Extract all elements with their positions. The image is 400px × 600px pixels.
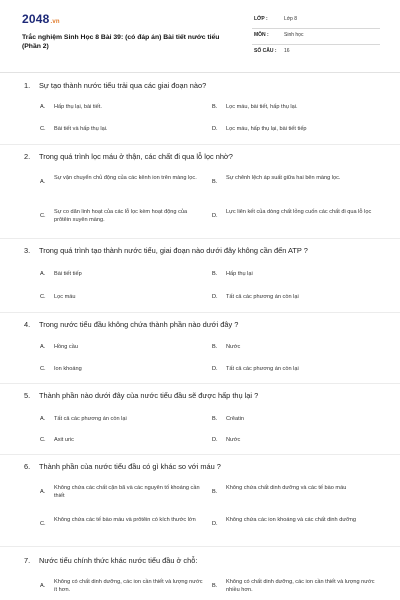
question-text: 5. Thành phần nào dưới đây của nước tiểu đầu sẽ được hấp thụ lại ?	[24, 391, 259, 400]
question-text: 2. Trong quá trình lọc máu ở thận, các chất đi qua lỗ lọc nhờ?	[24, 152, 233, 161]
divider	[0, 454, 400, 455]
divider	[0, 383, 400, 384]
question-text: 4. Trong nước tiểu đầu không chứa thành phần nào dưới đây ?	[24, 320, 239, 329]
divider	[0, 546, 400, 547]
meta-value: Lớp 8	[284, 16, 298, 22]
question-text: 3. Trong quá trình tạo thành nước tiểu, giai đoạn nào dưới đây không cần đến ATP ?	[24, 246, 308, 255]
meta-key: SỐ CÂU :	[254, 48, 277, 54]
worksheet-page: 2048.vn Trắc nghiệm Sinh Học 8 Bài 39: (có đáp án) Bài tiết nước tiểu (Phần 2) LỚP : Lớp 8 MÔN : Sinh học SỐ CÂU : 16 1. Sự tạo thành nước tiểu trải qua các giai đoạn nào? A. Hấp thụ lại, bài tiết. B. Lọc máu, bài tiết, hấp thụ lại. C. Bài tiết và hấp thụ lại. D. Lọc máu, hấp thụ lại, bài tiết tiếp 2. Trong quá trình lọc máu ở thận, các chất đi qua lỗ lọc nhờ? A. Sự vận chuyển chủ động của các kênh ion trên màng lọc. B. Sự chênh lệch áp suất giữa hai bên màng lọc. C. Sự co dãn linh hoạt của các lỗ lọc kèm hoạt động của prôtêin xuyên màng. D. Lực liên kết của dòng chất lỏng cuốn các chất đi qua lỗ lọc 3. Trong quá trình tạo thành nước tiểu, giai đoạn nào dưới đây không cần đến ATP ? A. Bài tiết tiếp B. Hấp thụ lại C. Lọc máu D. Tất cả các phương án còn lại 4. Trong nước tiểu đầu không chứa thành phần nào dưới đây ? A. Hồng cầu B. Nước C. Ion khoáng D. Tất cả các phương án còn lại 5. Thành phần nào dưới đây của nước tiểu đầu sẽ được hấp thụ lại ? A. Tất cả các phương án còn lại B. Crêatin C. Axit uric D. Nước 6. Thành phần của nước tiểu đầu có gì khác so với máu ? A. Không chứa các chất cặn bã và các nguyên tố khoáng cần thiết B. Không chứa chất dinh dưỡng và các tế bào máu C. Không chứa các tế bào máu và prôtêin có kích thước lớn D. Không chứa các ion khoáng và các chất dinh dưỡng 7. Nước tiểu chính thức khác nước tiểu đầu ở chỗ: A. Không có chất dinh dưỡng, các ion cần thiết và lượng nước ít hơn. B. Không có chất dinh dưỡng, các ion cần thiết và lượng nước nhiều hơn.	[0, 0, 400, 600]
divider	[0, 312, 400, 313]
logo-suffix: .vn	[50, 19, 60, 25]
meta-row-count	[252, 45, 380, 60]
divider	[0, 144, 400, 145]
meta-key: LỚP :	[254, 16, 268, 22]
site-logo[interactable]	[22, 12, 60, 26]
question-text: 6. Thành phần của nước tiểu đầu có gì khác so với máu ?	[24, 462, 221, 471]
meta-value: Sinh học	[284, 32, 304, 38]
logo-text: 2048	[22, 12, 50, 26]
meta-table	[252, 13, 380, 60]
meta-row-class	[252, 13, 380, 29]
meta-value: 16	[284, 48, 290, 54]
page-header	[0, 0, 400, 66]
page-title: Trắc nghiệm Sinh Học 8 Bài 39: (có đáp án) Bài tiết nước tiểu (Phần 2)	[22, 34, 220, 50]
question-text: 7. Nước tiểu chính thức khác nước tiểu đầu ở chỗ:	[24, 556, 198, 565]
meta-row-subject	[252, 29, 380, 45]
header-divider	[0, 72, 400, 73]
divider	[0, 238, 400, 239]
question-text: 1. Sự tạo thành nước tiểu trải qua các giai đoạn nào?	[24, 81, 207, 90]
meta-key: MÔN :	[254, 32, 269, 38]
